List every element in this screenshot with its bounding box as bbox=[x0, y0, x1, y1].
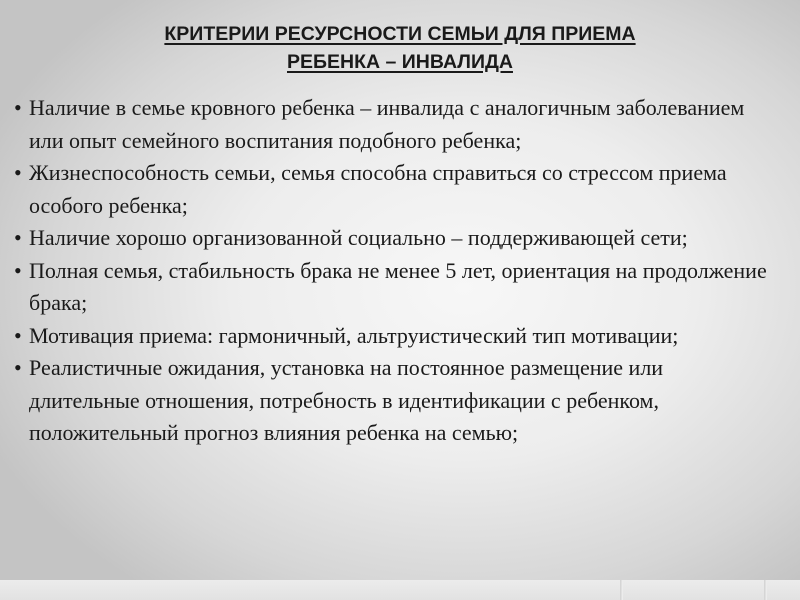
slide-title-line-1: КРИТЕРИИ РЕСУРСНОСТИ СЕМЬИ ДЛЯ ПРИЕМА bbox=[164, 23, 636, 45]
criteria-item-text: Мотивация приема: гармоничный, альтруистический тип мотивации; bbox=[29, 322, 679, 348]
criteria-item-text: Жизнеспособность семьи, семья способна справиться со стрессом приема особого ребенка; bbox=[29, 160, 727, 218]
criteria-item-text: Наличие в семье кровного ребенка – инвалида с аналогичным заболеванием или опыт семейного воспитания подобного ребенка; bbox=[29, 95, 745, 153]
bullet-icon: • bbox=[14, 160, 22, 185]
criteria-item bbox=[14, 92, 774, 157]
criteria-item bbox=[14, 255, 774, 320]
bullet-icon: • bbox=[14, 225, 22, 250]
criteria-item bbox=[14, 320, 774, 353]
slide-title-line-2: РЕБЕНКА – ИНВАЛИДА bbox=[287, 51, 513, 73]
slide-footer-bar bbox=[0, 580, 800, 600]
footer-divider bbox=[764, 580, 767, 600]
criteria-item bbox=[14, 352, 774, 450]
bullet-icon: • bbox=[14, 322, 22, 348]
slide-title bbox=[40, 20, 760, 76]
criteria-item-text: Полная семья, стабильность брака не менее 5 лет, ориентация на продолжение брака; bbox=[29, 257, 767, 315]
bullet-icon: • bbox=[14, 257, 22, 283]
bullet-icon: • bbox=[14, 95, 22, 120]
criteria-item-text: Наличие хорошо организованной социально – поддерживающей сети; bbox=[29, 225, 688, 250]
footer-divider bbox=[620, 580, 623, 600]
criteria-item bbox=[14, 157, 774, 222]
criteria-list bbox=[14, 92, 774, 450]
bullet-icon: • bbox=[14, 355, 22, 380]
criteria-item bbox=[14, 222, 774, 255]
criteria-item-text: Реалистичные ожидания, установка на постоянное размещение или длительные отношения, потребность в идентификации с ребенком, положительный прогноз влияния ребенка на семью; bbox=[29, 355, 664, 445]
